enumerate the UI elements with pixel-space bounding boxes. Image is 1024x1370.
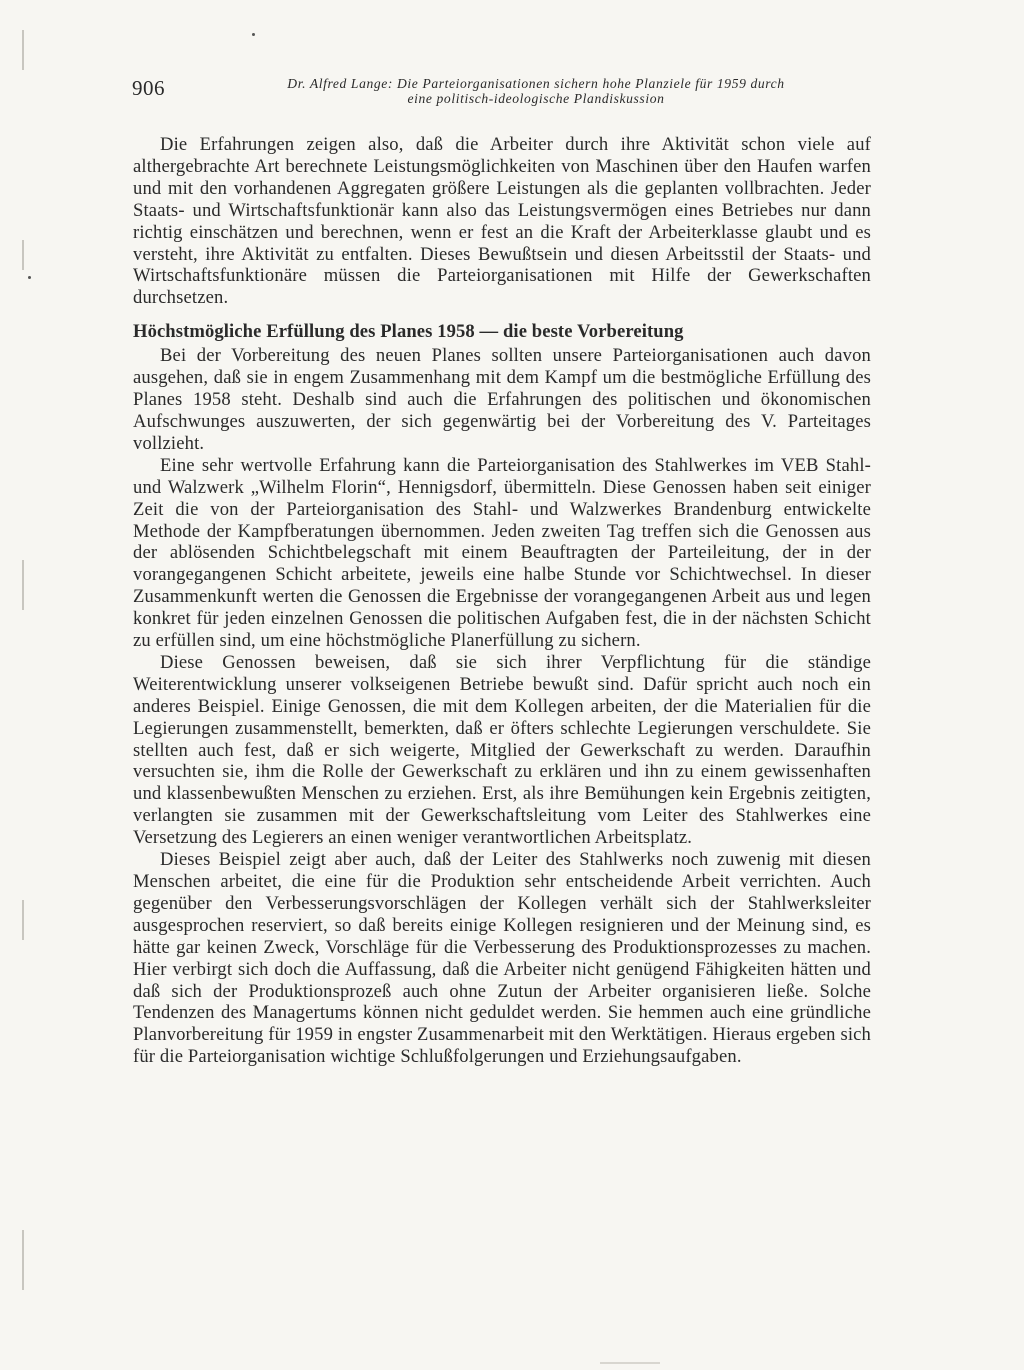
running-header-line-1: Dr. Alfred Lange: Die Parteiorganisationen sichern hohe Planziele für 1959 durch (287, 76, 785, 91)
scan-margin-mark (22, 1230, 24, 1290)
scan-margin-mark (22, 30, 24, 70)
scan-speck (28, 276, 31, 279)
paragraph: Eine sehr wertvolle Erfahrung kann die Parteiorganisation des Stahlwerkes im VEB Stahl- und Walzwerk „Wilhelm Florin“, Hennigsdorf, übermitteln. Diese Genossen haben seit einiger Zeit die von der Parteiorganisation des Stahl- und Walzwerkes Brandenburg entwickelte Methode der Kampfberatungen übernommen. Jeden zweiten Tag treffen sich die Genossen aus der ablösenden Schichtbelegschaft mit einem Beauftragten der Parteileitung, der in der vorangegangenen Schicht arbeitete, jeweils eine halbe Stunde vor Schichtwechsel. In dieser Zusammenkunft werten die Genossen die Ergebnisse der vorangegangenen Arbeit aus und legen konkret für jeden einzelnen Genossen die politischen Aufgaben fest, die in der nächsten Schicht zu erfüllen sind, um eine höchstmögliche Planerfüllung zu sichern. (133, 454, 871, 652)
scan-artifact (600, 1362, 660, 1364)
section-heading: Höchstmögliche Erfüllung des Planes 1958 — die beste Vorbereitung (133, 321, 684, 343)
running-header (200, 76, 872, 106)
page-number: 906 (132, 76, 165, 100)
scan-margin-mark (22, 240, 24, 270)
running-header-line-2: eine politisch-ideologische Plandiskussion (407, 91, 665, 106)
paragraph: Diese Genossen beweisen, daß sie sich ihrer Verpflichtung für die ständige Weiterentwicklung unserer volkseigenen Betriebe bewußt sind. Dafür spricht auch noch ein anderes Beispiel. Einige Genossen, die mit dem Kollegen arbeiten, der die Materialien für die Legierungen zusammenstellt, bemerkten, daß er öfters schlechte Legierungen verschuldete. Sie stellten auch fest, daß er sich weigerte, Mitglied der Gewerkschaft zu werden. Daraufhin versuchten sie, ihm die Rolle der Gewerkschaft zu erklären und ihn zu einem gewissenhaften und klassenbewußten Menschen zu erziehen. Erst, als ihre Bemühungen kein Ergebnis zeitigten, verlangten sie zusammen mit der Gewerkschaftsleitung vom Leiter des Stahlwerkes eine Versetzung des Legierers an einen weniger verantwortlichen Arbeitsplatz. (133, 651, 871, 849)
article-body (133, 134, 871, 1068)
scan-margin-mark (22, 900, 24, 940)
paragraph: Die Erfahrungen zeigen also, daß die Arbeiter durch ihre Aktivität schon viele auf althergebrachte Art berechnete Leistungsmöglichkeiten von Maschinen über den Haufen warfen und mit den vorhandenen Aggregaten größere Leistungen als die geplanten vollbrachten. Jeder Staats- und Wirtschaftsfunktionär kann also das Leistungsvermögen eines Betriebes nur dann richtig einschätzen und berechnen, wenn er fest an die Kraft der Arbeiterklasse glaubt und es versteht, ihre Aktivität zu entfalten. Dieses Bewußtsein und diesen Arbeitsstil der Staats- und Wirtschaftsfunktionäre müssen die Parteiorganisationen mit Hilfe der Gewerkschaften durchsetzen. (133, 134, 871, 309)
scan-speck (252, 33, 255, 36)
scan-margin-mark (22, 560, 24, 610)
paragraph: Dieses Beispiel zeigt aber auch, daß der Leiter des Stahlwerks noch zuwenig mit diesen Menschen arbeitet, die eine für die Produktion sehr entscheidende Arbeit verrichten. Auch gegenüber den Verbesserungsvorschlägen der Kollegen verhält sich der Stahlwerksleiter ausgesprochen reserviert, so daß bereits einige Kollegen resignieren und der Meinung sind, es hätte gar keinen Zweck, Vorschläge für die Verbesserung des Produktionsprozesses zu machen. Hier verbirgt sich doch die Auffassung, daß die Arbeiter nicht genügend Fähigkeiten hätten und daß sich der Produktionsprozeß auch ohne Zutun der Arbeiter organisieren ließe. Solche Tendenzen des Managertums können nicht geduldet werden. Sie hemmen auch eine gründliche Planvorbereitung für 1959 in engster Zusammenarbeit mit den Werktätigen. Hieraus ergeben sich für die Parteiorganisation wichtige Schlußfolgerungen und Erziehungsaufgaben. (133, 849, 871, 1068)
paragraph: Bei der Vorbereitung des neuen Planes sollten unsere Parteiorganisationen auch davon ausgehen, daß sie in engem Zusammenhang mit dem Kampf um die bestmögliche Erfüllung des Planes 1958 steht. Deshalb sind auch die Erfahrungen des politischen und ökonomischen Aufschwunges auszuwerten, der sich gegenwärtig bei der Vorbereitung des V. Parteitages vollzieht. (133, 345, 871, 454)
